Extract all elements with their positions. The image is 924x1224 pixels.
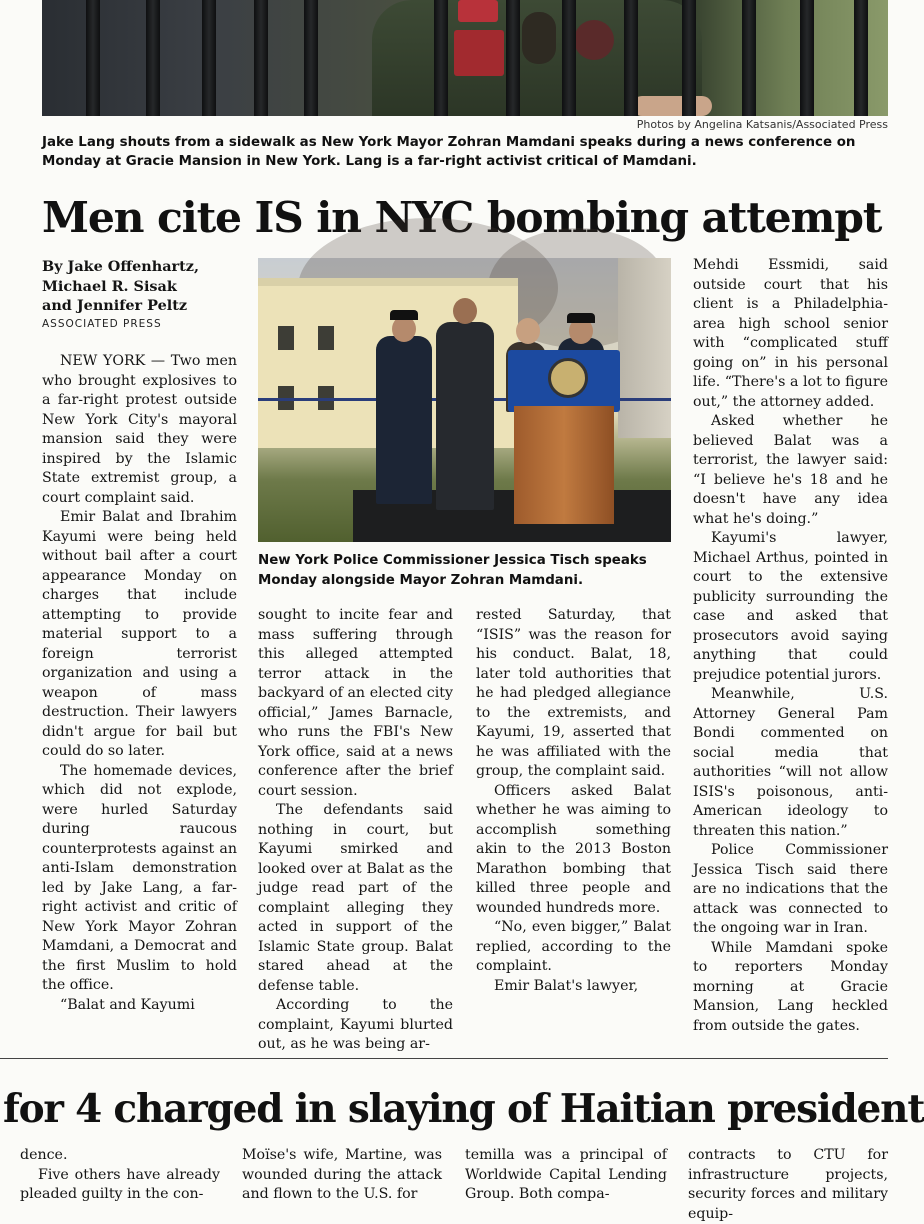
paragraph: Kayumi's lawyer, Michael Arthus, pointed in court to the extensive publicity surrounding the case and asked that prosecutors avoid saying anything that could prejudice potential jurors. — [693, 530, 888, 683]
top-photo — [42, 0, 888, 116]
paragraph: While Mamdani spoke to reporters Monday morning at Gracie Mansion, Lang heckled from outside the gates. — [693, 939, 888, 1034]
paragraph: According to the complaint, Kayumi blurted out, as he was being ar- — [258, 997, 453, 1052]
mayor-figure — [436, 322, 494, 510]
byline-line: By Jake Offenhartz, — [42, 258, 199, 275]
paragraph: contracts to CTU for infrastructure projects, security forces and military equip- — [688, 1147, 888, 1222]
lower-column-2 — [242, 1146, 442, 1205]
paragraph: NEW YORK — Two men who brought explosives to a far-right protest outside New York City's mayoral mansion said they were inspired by the Islamic State extremist group, a court complaint said. — [42, 353, 237, 506]
section-divider — [0, 1058, 888, 1059]
paragraph: The defendants said nothing in court, but Kayumi smirked and looked over at Balat as the judge read part of the complaint alleging they acted in support of the Islamic State group. Balat stared ahead at the defense table. — [258, 802, 453, 994]
paragraph: temilla was a principal of Worldwide Capital Lending Group. Both compa- — [465, 1147, 667, 1202]
press-conference-photo — [258, 258, 671, 542]
paragraph: Police Commissioner Jessica Tisch said there are no indications that the attack was connected to the ongoing war in Iran. — [693, 842, 888, 936]
byline-line: and Jennifer Peltz — [42, 297, 188, 314]
byline-line: Michael R. Sisak — [42, 277, 177, 295]
paragraph: Asked whether he believed Balat was a terrorist, the lawyer said: “I believe he's 18 and he doesn't have any idea what he's doing.” — [693, 413, 888, 527]
apartment-tower — [618, 258, 671, 438]
podium — [514, 406, 614, 524]
byline — [42, 257, 242, 316]
lower-column-1 — [20, 1146, 220, 1205]
article-headline: Men cite IS in NYC bombing attempt — [42, 193, 882, 243]
photo-credit: Photos by Angelina Katsanis/Associated Press — [636, 118, 888, 131]
city-seal — [548, 358, 588, 398]
fence-bars — [42, 0, 888, 116]
paragraph: The homemade devices, which did not explode, were hurled Saturday during raucous counterprotests against an anti-Islam demonstration led by Jake Lang, a far-right activist and critic of New York Mayor Zohran Mamdani, a Democrat and the first Muslim to hold the office. — [42, 762, 237, 993]
paragraph: “Balat and Kayumi — [60, 996, 195, 1013]
paragraph: Mehdi Essmidi, said outside court that his client is a Philadelphia-area high school senior with “complicated stuff going on” in his personal life. “There's a lot to figure out,” the attorney added. — [693, 257, 888, 410]
article-column-1 — [42, 352, 237, 1015]
top-photo-caption: Jake Lang shouts from a sidewalk as New York Mayor Zohran Mamdani speaks during a news conference on Monday at Gracie Mansion in New York. Lang is a far-right activist critical of Mamdani. — [42, 135, 856, 169]
paragraph: dence. — [20, 1147, 68, 1163]
paragraph: sought to incite fear and mass suffering through this alleged attempted terror attack in the backyard of an elected city official,” James Barnacle, who runs the FBI's New York office, said at a news conference after the brief court session. — [258, 607, 453, 799]
press-photo-caption: New York Police Commissioner Jessica Tisch speaks Monday alongside Mayor Zohran Mamdani. — [258, 553, 647, 588]
paragraph: Five others have already pleaded guilty in the con- — [20, 1166, 220, 1202]
paragraph: “No, even bigger,” Balat replied, according to the complaint. — [476, 919, 671, 974]
officer-figure — [376, 336, 432, 504]
paragraph: Meanwhile, U.S. Attorney General Pam Bondi commented on social media that authorities “will not allow ISIS's poisonous, anti-American ideology to threaten this nation.” — [693, 686, 888, 839]
agency-credit: ASSOCIATED PRESS — [42, 318, 162, 330]
lower-column-3 — [465, 1146, 667, 1205]
article-column-2 — [258, 606, 453, 1055]
paragraph: Emir Balat and Ibrahim Kayumi were being held without bail after a court appearance Monday on charges that include attempting to provide material support to a foreign terrorist organization and using a weapon of mass destruction. Their lawyers didn't argue for bail but could do so later. — [42, 509, 237, 759]
lower-article-headline: for 4 charged in slaying of Haitian president — [3, 1086, 924, 1132]
paragraph: rested Saturday, that “ISIS” was the reason for his conduct. Balat, 18, later told authorities that he had pledged allegiance to the extremists, and Kayumi, 19, asserted that he was affiliated with the group, the complaint said. — [476, 607, 671, 779]
article-column-3 — [476, 606, 671, 996]
lower-column-4 — [688, 1146, 888, 1224]
paragraph: Emir Balat's lawyer, — [494, 977, 639, 994]
paragraph: Officers asked Balat whether he was aiming to accomplish something akin to the 2013 Boston Marathon bombing that killed three people and wounded hundreds more. — [476, 782, 671, 916]
paragraph: Moïse's wife, Martine, was wounded during the attack and flown to the U.S. for — [242, 1147, 442, 1202]
article-column-4 — [693, 256, 888, 1036]
